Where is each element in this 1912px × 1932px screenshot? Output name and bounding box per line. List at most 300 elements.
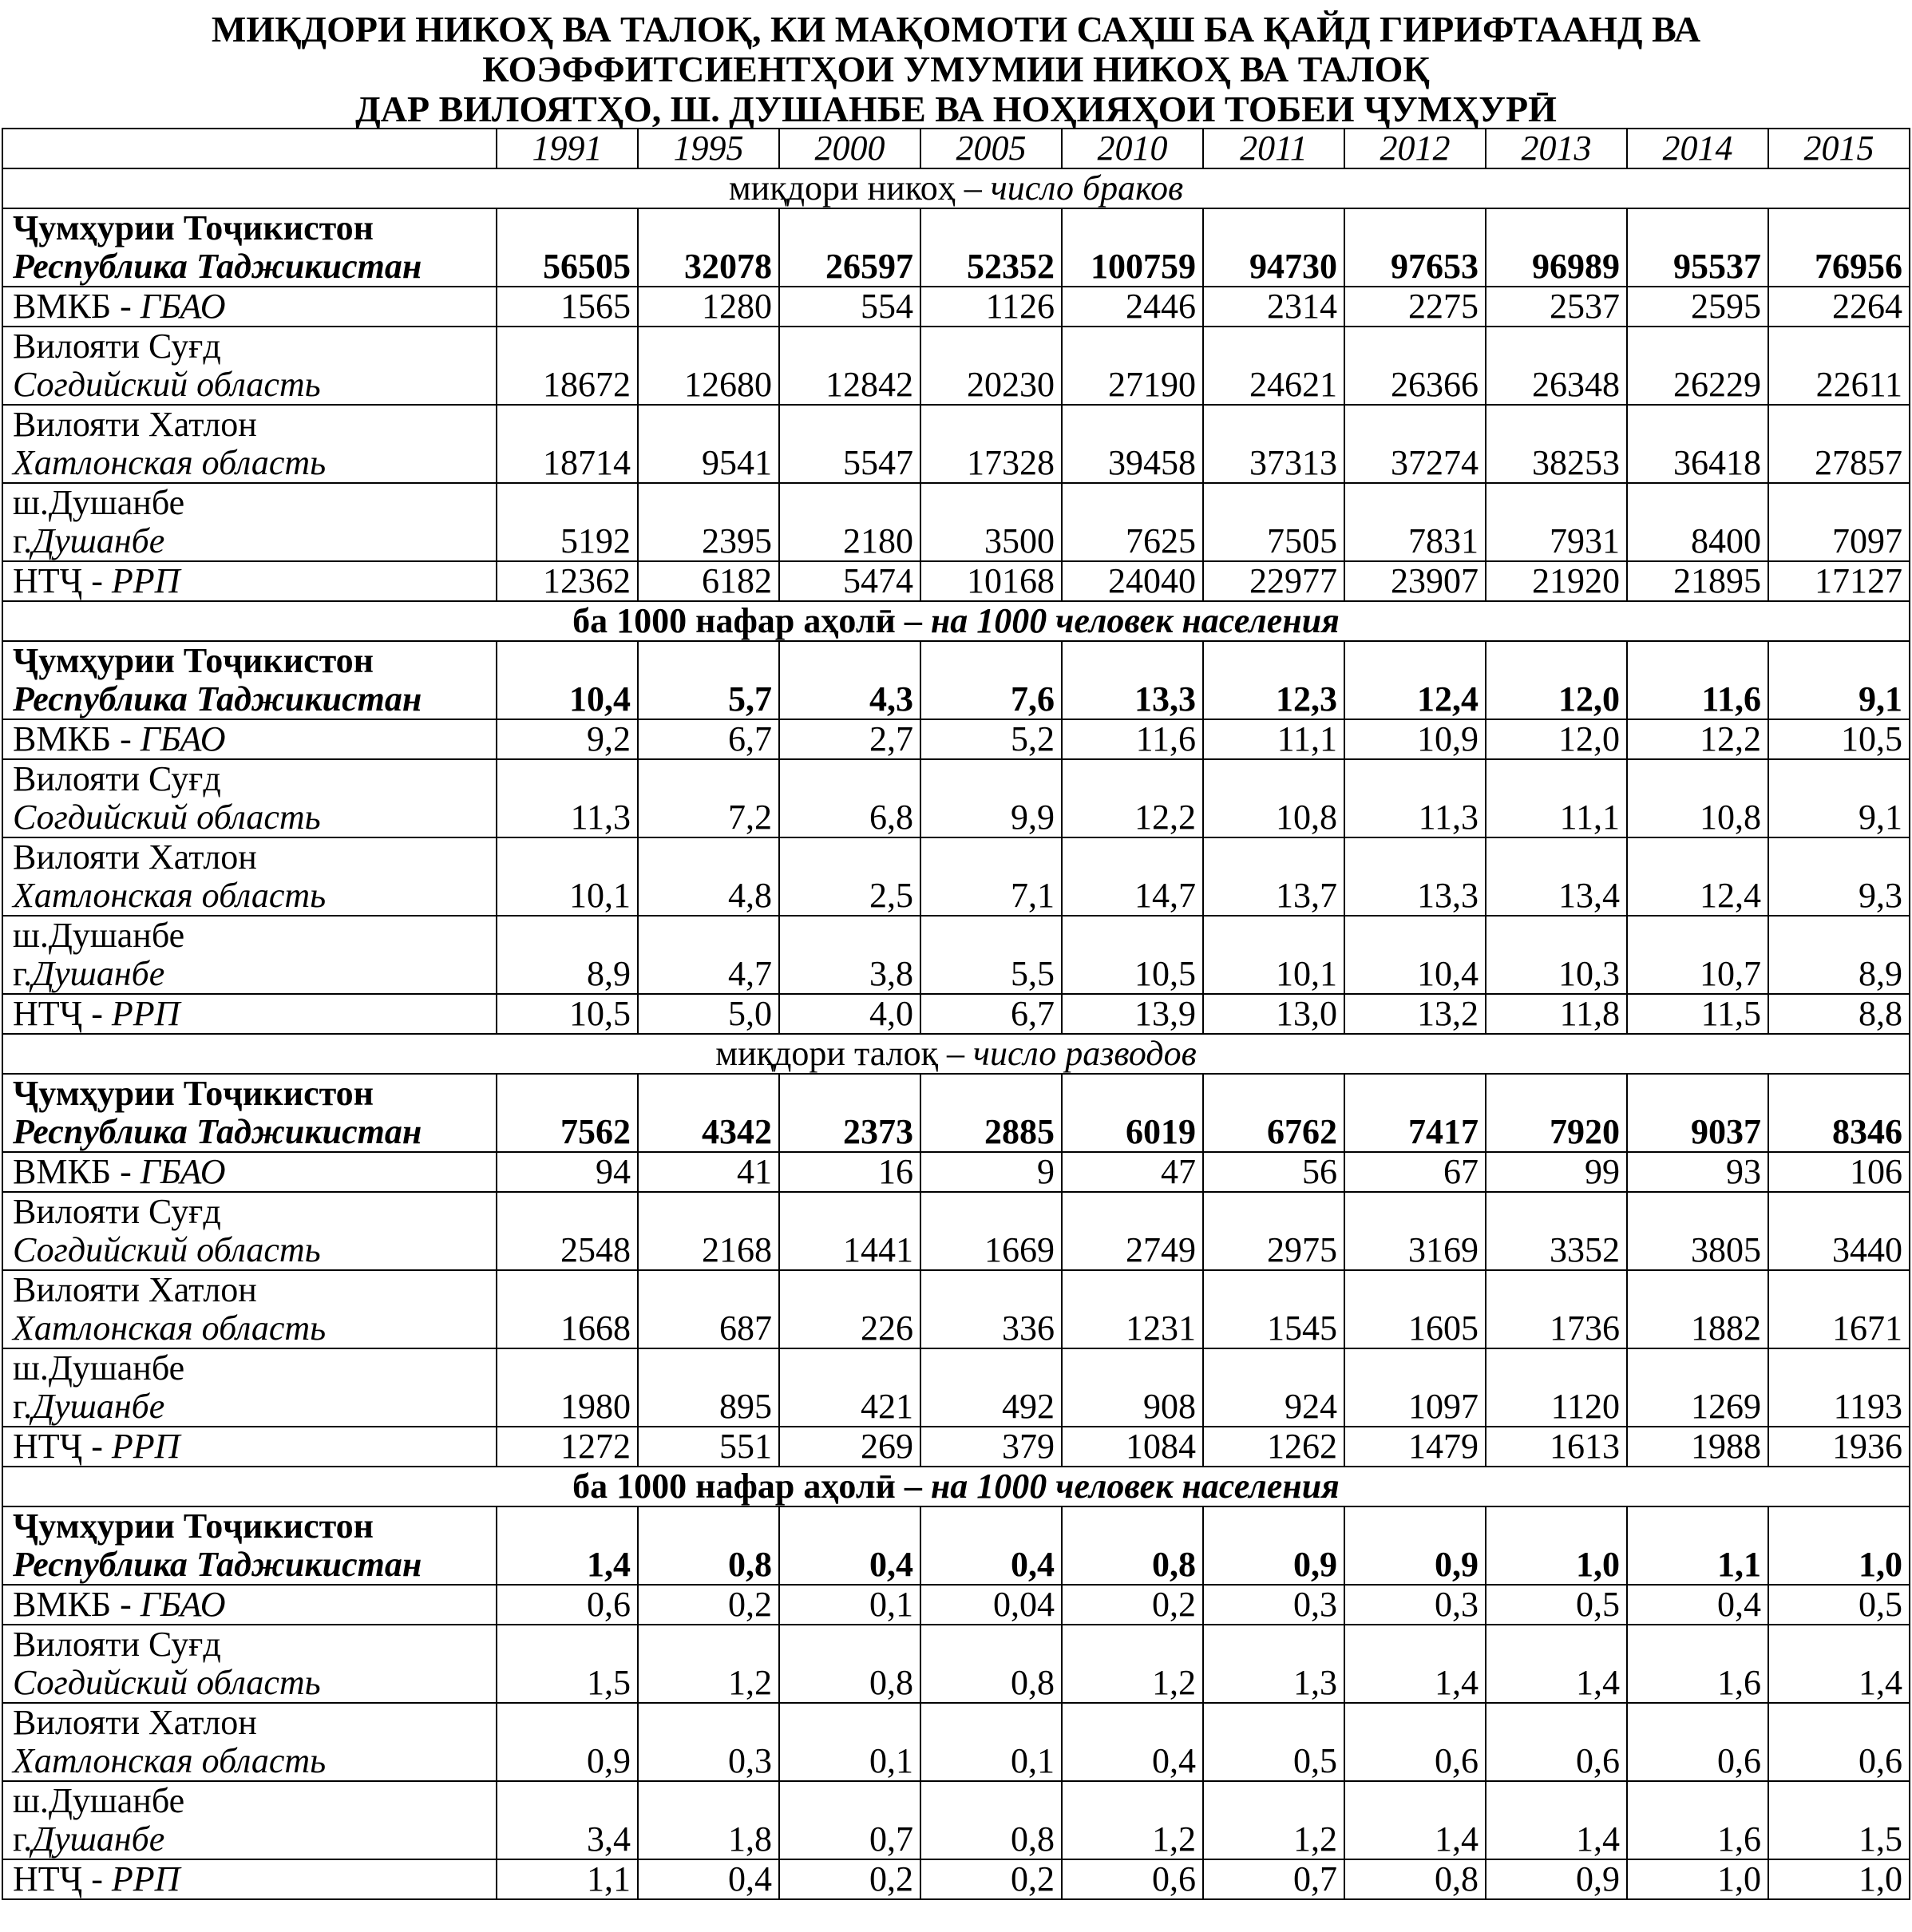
year-header-2010: 2010: [1062, 129, 1203, 168]
value-cell-2010: 11,6: [1062, 719, 1203, 759]
value-cell-2013: 99: [1486, 1152, 1627, 1192]
value-cell-1995: 895: [638, 1348, 779, 1427]
table-row: [2, 327, 1910, 405]
row-label-tj: ВМКБ -: [13, 719, 141, 758]
value-cell-2014: 1882: [1627, 1270, 1768, 1348]
table-row: [2, 1192, 1910, 1270]
value-cell-2014: 10,8: [1627, 759, 1768, 837]
value-cell-2013: 38253: [1486, 405, 1627, 483]
value-cell-2011: 10,8: [1203, 759, 1344, 837]
row-label-tj: НТҶ -: [13, 1427, 112, 1466]
value-cell-1991: 10,4: [497, 641, 638, 719]
value-cell-2005: 9,9: [920, 759, 1062, 837]
value-cell-2011: 924: [1203, 1348, 1344, 1427]
row-label-tj: НТҶ -: [13, 1859, 112, 1898]
value-cell-2011: 56: [1203, 1152, 1344, 1192]
value-cell-1991: 1668: [497, 1270, 638, 1348]
value-cell-2000: 421: [779, 1348, 920, 1427]
row-label: [2, 561, 497, 601]
value-cell-2012: 0,3: [1344, 1585, 1486, 1625]
row-label: [2, 759, 497, 837]
value-cell-2010: 10,5: [1062, 916, 1203, 994]
row-label-ru-prefix: г.: [13, 954, 33, 993]
value-cell-2012: 10,9: [1344, 719, 1486, 759]
row-label-ru: Согдийский область: [13, 798, 321, 837]
section-header-row: [2, 601, 1910, 641]
section-title-ru: число разводов: [973, 1034, 1197, 1073]
value-cell-2005: 5,5: [920, 916, 1062, 994]
value-cell-2010: 39458: [1062, 405, 1203, 483]
value-cell-2015: 1193: [1768, 1348, 1910, 1427]
value-cell-2010: 908: [1062, 1348, 1203, 1427]
value-cell-2015: 8,9: [1768, 916, 1910, 994]
row-label-ru: РРП: [111, 994, 180, 1033]
row-label-ru: ГБАО: [140, 287, 226, 326]
value-cell-2014: 21895: [1627, 561, 1768, 601]
value-cell-2010: 14,7: [1062, 837, 1203, 916]
row-label-tj: Вилояти Суғд: [13, 1192, 221, 1231]
value-cell-2015: 1,5: [1768, 1781, 1910, 1859]
value-cell-1995: 6182: [638, 561, 779, 601]
value-cell-2015: 76956: [1768, 208, 1910, 287]
value-cell-2010: 0,6: [1062, 1859, 1203, 1899]
value-cell-2015: 22611: [1768, 327, 1910, 405]
value-cell-2005: 0,8: [920, 1781, 1062, 1859]
value-cell-2012: 12,4: [1344, 641, 1486, 719]
title-line-2: КОЭФФИТСИЕНТҲОИ УМУМИИ НИКОҲ ВА ТАЛОҚ: [482, 49, 1430, 89]
value-cell-1995: 5,7: [638, 641, 779, 719]
value-cell-2013: 11,1: [1486, 759, 1627, 837]
value-cell-2005: 10168: [920, 561, 1062, 601]
row-label: [2, 1781, 497, 1859]
value-cell-2013: 7931: [1486, 483, 1627, 561]
row-label-tj: НТҶ -: [13, 994, 112, 1033]
value-cell-1991: 10,1: [497, 837, 638, 916]
table-row: [2, 405, 1910, 483]
value-cell-1995: 0,2: [638, 1585, 779, 1625]
value-cell-2014: 12,2: [1627, 719, 1768, 759]
section-title-ru: на 1000 человек населения: [930, 601, 1340, 640]
header-corner-cell: [2, 129, 497, 168]
value-cell-2000: 1441: [779, 1192, 920, 1270]
value-cell-2011: 10,1: [1203, 916, 1344, 994]
section-header: [2, 168, 1910, 208]
value-cell-1995: 2395: [638, 483, 779, 561]
row-label-ru: Согдийский область: [13, 1663, 321, 1702]
value-cell-2011: 1262: [1203, 1427, 1344, 1467]
value-cell-2005: 17328: [920, 405, 1062, 483]
value-cell-2011: 94730: [1203, 208, 1344, 287]
value-cell-2005: 1126: [920, 287, 1062, 327]
value-cell-2013: 0,9: [1486, 1859, 1627, 1899]
value-cell-2000: 0,1: [779, 1585, 920, 1625]
section-header-row: [2, 168, 1910, 208]
value-cell-2014: 0,6: [1627, 1703, 1768, 1781]
row-label-ru: Согдийский область: [13, 1230, 321, 1269]
value-cell-2005: 9: [920, 1152, 1062, 1192]
value-cell-2015: 17127: [1768, 561, 1910, 601]
row-label-ru-prefix: г.: [13, 521, 33, 560]
value-cell-2014: 0,4: [1627, 1585, 1768, 1625]
row-label-ru: Хатлонская область: [13, 443, 327, 482]
value-cell-2015: 9,1: [1768, 759, 1910, 837]
value-cell-2014: 1269: [1627, 1348, 1768, 1427]
value-cell-2013: 1,4: [1486, 1625, 1627, 1703]
value-cell-2000: 0,4: [779, 1506, 920, 1585]
value-cell-2015: 0,5: [1768, 1585, 1910, 1625]
value-cell-2013: 1,0: [1486, 1506, 1627, 1585]
row-label-ru: Республика Таджикистан: [13, 247, 422, 286]
value-cell-1991: 11,3: [497, 759, 638, 837]
value-cell-2000: 2180: [779, 483, 920, 561]
row-label: [2, 208, 497, 287]
row-label-tj: Вилояти Хатлон: [13, 1703, 257, 1742]
row-label: [2, 1192, 497, 1270]
value-cell-2014: 1,0: [1627, 1859, 1768, 1899]
row-label: [2, 1506, 497, 1585]
value-cell-2014: 8400: [1627, 483, 1768, 561]
value-cell-1995: 1280: [638, 287, 779, 327]
value-cell-1995: 1,2: [638, 1625, 779, 1703]
row-label-ru: ГБАО: [140, 1585, 226, 1624]
value-cell-2011: 24621: [1203, 327, 1344, 405]
row-label: [2, 287, 497, 327]
value-cell-1991: 5192: [497, 483, 638, 561]
value-cell-1991: 12362: [497, 561, 638, 601]
table-row: [2, 719, 1910, 759]
value-cell-2013: 1,4: [1486, 1781, 1627, 1859]
value-cell-2013: 21920: [1486, 561, 1627, 601]
year-header-1991: 1991: [497, 129, 638, 168]
value-cell-2011: 0,3: [1203, 1585, 1344, 1625]
value-cell-2015: 10,5: [1768, 719, 1910, 759]
section-title-tj: ба 1000 нафар аҳолӣ –: [572, 601, 931, 640]
value-cell-2000: 4,0: [779, 994, 920, 1034]
value-cell-2011: 7505: [1203, 483, 1344, 561]
value-cell-1995: 6,7: [638, 719, 779, 759]
value-cell-2012: 0,9: [1344, 1506, 1486, 1585]
row-label: [2, 837, 497, 916]
row-label: [2, 1348, 497, 1427]
table-row: [2, 1427, 1910, 1467]
section-header: [2, 601, 1910, 641]
value-cell-1991: 18672: [497, 327, 638, 405]
section-header-row: [2, 1034, 1910, 1074]
row-label-ru: Республика Таджикистан: [13, 1112, 422, 1151]
value-cell-2012: 67: [1344, 1152, 1486, 1192]
value-cell-2015: 1671: [1768, 1270, 1910, 1348]
document-title: [0, 10, 1912, 129]
row-label: [2, 1585, 497, 1625]
value-cell-2005: 0,1: [920, 1703, 1062, 1781]
value-cell-2013: 12,0: [1486, 719, 1627, 759]
row-label-ru: Душанбе: [32, 521, 165, 560]
value-cell-2010: 1,2: [1062, 1625, 1203, 1703]
value-cell-2015: 8,8: [1768, 994, 1910, 1034]
row-label: [2, 1703, 497, 1781]
table-row: [2, 1703, 1910, 1781]
value-cell-2014: 12,4: [1627, 837, 1768, 916]
value-cell-1991: 10,5: [497, 994, 638, 1034]
value-cell-2011: 0,5: [1203, 1703, 1344, 1781]
row-label-tj: Вилояти Хатлон: [13, 405, 257, 444]
value-cell-2010: 0,8: [1062, 1506, 1203, 1585]
value-cell-2005: 0,2: [920, 1859, 1062, 1899]
section-title-tj: ба 1000 нафар аҳолӣ –: [572, 1467, 931, 1506]
section-title-ru: на 1000 человек населения: [930, 1467, 1340, 1506]
value-cell-1991: 94: [497, 1152, 638, 1192]
value-cell-2012: 3169: [1344, 1192, 1486, 1270]
value-cell-2005: 336: [920, 1270, 1062, 1348]
row-label-tj: Ҷумҳурии Тоҷикистон: [13, 208, 374, 247]
value-cell-1991: 1272: [497, 1427, 638, 1467]
value-cell-2011: 1545: [1203, 1270, 1344, 1348]
row-label-tj: Вилояти Суғд: [13, 1625, 221, 1664]
value-cell-2000: 3,8: [779, 916, 920, 994]
row-label-tj: ВМКБ -: [13, 1152, 141, 1191]
value-cell-1991: 2548: [497, 1192, 638, 1270]
value-cell-2000: 269: [779, 1427, 920, 1467]
row-label-ru: Республика Таджикистан: [13, 679, 422, 719]
value-cell-2014: 93: [1627, 1152, 1768, 1192]
row-label: [2, 1859, 497, 1899]
value-cell-2010: 7625: [1062, 483, 1203, 561]
section-header: [2, 1467, 1910, 1506]
value-cell-2014: 3805: [1627, 1192, 1768, 1270]
table-row: [2, 1348, 1910, 1427]
row-label-ru: Согдийский область: [13, 365, 321, 404]
value-cell-2011: 6762: [1203, 1074, 1344, 1152]
table-row: [2, 994, 1910, 1034]
value-cell-1995: 9541: [638, 405, 779, 483]
row-label-ru: Республика Таджикистан: [13, 1545, 422, 1584]
value-cell-1991: 1,1: [497, 1859, 638, 1899]
value-cell-1991: 8,9: [497, 916, 638, 994]
table-row: [2, 837, 1910, 916]
value-cell-2005: 3500: [920, 483, 1062, 561]
value-cell-2015: 1936: [1768, 1427, 1910, 1467]
row-label-tj: ш.Душанбе: [13, 916, 185, 955]
value-cell-2013: 26348: [1486, 327, 1627, 405]
value-cell-2005: 0,4: [920, 1506, 1062, 1585]
value-cell-2012: 0,6: [1344, 1703, 1486, 1781]
value-cell-2015: 8346: [1768, 1074, 1910, 1152]
value-cell-2005: 379: [920, 1427, 1062, 1467]
value-cell-1995: 4,7: [638, 916, 779, 994]
row-label-tj: НТҶ -: [13, 561, 112, 600]
row-label-tj: Ҷумҳурии Тоҷикистон: [13, 1074, 374, 1113]
value-cell-2014: 1,6: [1627, 1781, 1768, 1859]
row-label-ru: РРП: [111, 1427, 180, 1466]
value-cell-2013: 2537: [1486, 287, 1627, 327]
value-cell-2015: 1,0: [1768, 1859, 1910, 1899]
value-cell-2011: 2314: [1203, 287, 1344, 327]
value-cell-2012: 13,3: [1344, 837, 1486, 916]
value-cell-2000: 2373: [779, 1074, 920, 1152]
row-label: [2, 327, 497, 405]
row-label: [2, 719, 497, 759]
row-label-tj: ш.Душанбе: [13, 483, 185, 522]
table-row: [2, 1781, 1910, 1859]
title-line-3: ДАР ВИЛОЯТҲО, Ш. ДУШАНБЕ ВА НОҲИЯҲОИ ТОБЕИ ҶУМҲУРӢ: [355, 89, 1557, 129]
value-cell-2014: 36418: [1627, 405, 1768, 483]
value-cell-2013: 13,4: [1486, 837, 1627, 916]
value-cell-2010: 1231: [1062, 1270, 1203, 1348]
value-cell-2010: 13,9: [1062, 994, 1203, 1034]
section-title-tj: миқдори талоқ –: [715, 1034, 973, 1073]
row-label-tj: Вилояти Суғд: [13, 327, 221, 366]
value-cell-2000: 16: [779, 1152, 920, 1192]
statistics-table: [2, 128, 1910, 1900]
row-label: [2, 1270, 497, 1348]
value-cell-2010: 1,2: [1062, 1781, 1203, 1859]
value-cell-2011: 1,2: [1203, 1781, 1344, 1859]
row-label-ru: Хатлонская область: [13, 876, 327, 915]
value-cell-1995: 0,8: [638, 1506, 779, 1585]
year-header-2014: 2014: [1627, 129, 1768, 168]
value-cell-2010: 24040: [1062, 561, 1203, 601]
value-cell-2011: 0,9: [1203, 1506, 1344, 1585]
value-cell-1995: 5,0: [638, 994, 779, 1034]
value-cell-2005: 492: [920, 1348, 1062, 1427]
row-label-ru: ГБАО: [140, 1152, 226, 1191]
value-cell-2012: 0,8: [1344, 1859, 1486, 1899]
value-cell-2012: 1,4: [1344, 1781, 1486, 1859]
value-cell-2010: 2749: [1062, 1192, 1203, 1270]
value-cell-2012: 2275: [1344, 287, 1486, 327]
table-row: [2, 208, 1910, 287]
value-cell-1991: 7562: [497, 1074, 638, 1152]
value-cell-2005: 1669: [920, 1192, 1062, 1270]
value-cell-2015: 3440: [1768, 1192, 1910, 1270]
year-header-2011: 2011: [1203, 129, 1344, 168]
value-cell-2012: 10,4: [1344, 916, 1486, 994]
value-cell-2013: 12,0: [1486, 641, 1627, 719]
value-cell-2005: 52352: [920, 208, 1062, 287]
value-cell-2012: 26366: [1344, 327, 1486, 405]
value-cell-2010: 12,2: [1062, 759, 1203, 837]
value-cell-2013: 1120: [1486, 1348, 1627, 1427]
value-cell-2000: 4,3: [779, 641, 920, 719]
value-cell-2010: 6019: [1062, 1074, 1203, 1152]
value-cell-2000: 5547: [779, 405, 920, 483]
row-label-ru: Душанбе: [32, 954, 165, 993]
section-header-row: [2, 1467, 1910, 1506]
value-cell-2015: 7097: [1768, 483, 1910, 561]
row-label-tj: Ҷумҳурии Тоҷикистон: [13, 1506, 374, 1546]
value-cell-2012: 1,4: [1344, 1625, 1486, 1703]
value-cell-1995: 687: [638, 1270, 779, 1348]
value-cell-2014: 9037: [1627, 1074, 1768, 1152]
value-cell-1995: 4342: [638, 1074, 779, 1152]
section-title-tj: миқдори никоҳ –: [728, 168, 991, 208]
row-label: [2, 1074, 497, 1152]
table-row: [2, 1859, 1910, 1899]
row-label-tj: ш.Душанбе: [13, 1781, 185, 1820]
value-cell-1995: 7,2: [638, 759, 779, 837]
value-cell-2015: 0,6: [1768, 1703, 1910, 1781]
value-cell-1991: 18714: [497, 405, 638, 483]
value-cell-1991: 56505: [497, 208, 638, 287]
value-cell-2011: 13,0: [1203, 994, 1344, 1034]
value-cell-1995: 551: [638, 1427, 779, 1467]
row-label-ru: Хатлонская область: [13, 1308, 327, 1348]
value-cell-2014: 1988: [1627, 1427, 1768, 1467]
row-label: [2, 994, 497, 1034]
value-cell-1995: 4,8: [638, 837, 779, 916]
table-row: [2, 916, 1910, 994]
table-body: [2, 168, 1910, 1899]
row-label-tj: ВМКБ -: [13, 1585, 141, 1624]
value-cell-2000: 226: [779, 1270, 920, 1348]
row-label: [2, 1625, 497, 1703]
value-cell-1991: 1,4: [497, 1506, 638, 1585]
table-row: [2, 1270, 1910, 1348]
row-label-tj: Ҷумҳурии Тоҷикистон: [13, 641, 374, 680]
value-cell-2015: 1,4: [1768, 1625, 1910, 1703]
value-cell-2013: 10,3: [1486, 916, 1627, 994]
table-row: [2, 1152, 1910, 1192]
year-header-row: [2, 129, 1910, 168]
value-cell-2000: 5474: [779, 561, 920, 601]
value-cell-2000: 6,8: [779, 759, 920, 837]
value-cell-2013: 1613: [1486, 1427, 1627, 1467]
value-cell-2012: 37274: [1344, 405, 1486, 483]
table-row: [2, 759, 1910, 837]
value-cell-2015: 9,1: [1768, 641, 1910, 719]
row-label-tj: Вилояти Хатлон: [13, 837, 257, 877]
row-label-ru: Душанбе: [32, 1819, 165, 1859]
value-cell-2005: 5,2: [920, 719, 1062, 759]
value-cell-2000: 0,2: [779, 1859, 920, 1899]
table-row: [2, 287, 1910, 327]
row-label: [2, 405, 497, 483]
value-cell-2013: 11,8: [1486, 994, 1627, 1034]
value-cell-1991: 0,6: [497, 1585, 638, 1625]
value-cell-2012: 13,2: [1344, 994, 1486, 1034]
row-label-tj: ВМКБ -: [13, 287, 141, 326]
value-cell-2013: 0,6: [1486, 1703, 1627, 1781]
value-cell-2010: 2446: [1062, 287, 1203, 327]
value-cell-1991: 1980: [497, 1348, 638, 1427]
row-label-tj: Вилояти Хатлон: [13, 1270, 257, 1309]
value-cell-2010: 0,4: [1062, 1703, 1203, 1781]
row-label: [2, 916, 497, 994]
row-label: [2, 1152, 497, 1192]
value-cell-2012: 1097: [1344, 1348, 1486, 1427]
value-cell-1995: 32078: [638, 208, 779, 287]
row-label: [2, 1427, 497, 1467]
value-cell-2000: 2,5: [779, 837, 920, 916]
year-header-2005: 2005: [920, 129, 1062, 168]
value-cell-2014: 2595: [1627, 287, 1768, 327]
value-cell-2012: 7417: [1344, 1074, 1486, 1152]
value-cell-2015: 27857: [1768, 405, 1910, 483]
year-header-2012: 2012: [1344, 129, 1486, 168]
value-cell-2013: 3352: [1486, 1192, 1627, 1270]
value-cell-2012: 1479: [1344, 1427, 1486, 1467]
row-label-ru: РРП: [111, 1859, 180, 1898]
value-cell-2011: 0,7: [1203, 1859, 1344, 1899]
value-cell-1995: 0,4: [638, 1859, 779, 1899]
value-cell-2012: 11,3: [1344, 759, 1486, 837]
value-cell-2014: 11,5: [1627, 994, 1768, 1034]
value-cell-2014: 1,1: [1627, 1506, 1768, 1585]
value-cell-2011: 1,3: [1203, 1625, 1344, 1703]
value-cell-2015: 106: [1768, 1152, 1910, 1192]
value-cell-1991: 1565: [497, 287, 638, 327]
section-title-ru: число браков: [990, 168, 1184, 208]
